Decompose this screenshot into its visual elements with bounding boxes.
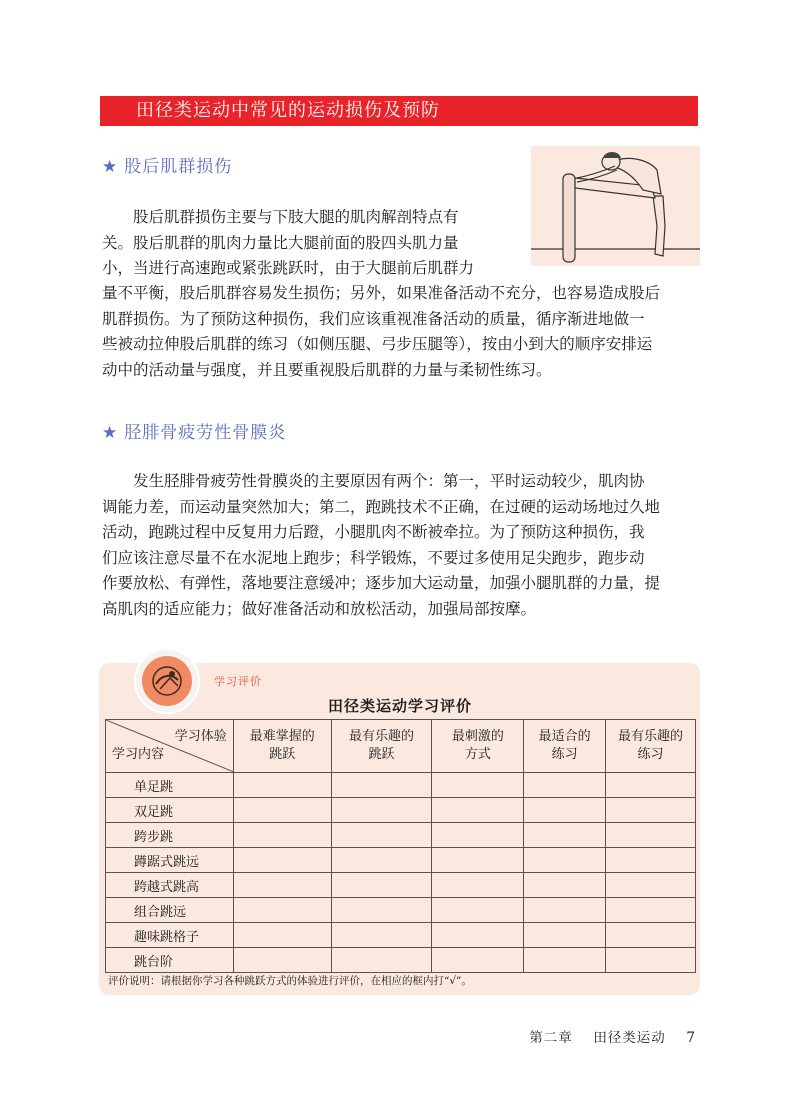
hamstring-line-4: 量不平衡，股后肌群容易发生损伤；另外，如果准备活动不充分，也容易造成股后 <box>102 284 661 302</box>
check-cell[interactable] <box>331 848 432 873</box>
check-cell[interactable] <box>606 798 696 823</box>
check-cell[interactable] <box>233 823 331 848</box>
check-cell[interactable] <box>233 798 331 823</box>
check-cell[interactable] <box>606 823 696 848</box>
check-cell[interactable] <box>432 848 524 873</box>
check-cell[interactable] <box>331 873 432 898</box>
check-cell[interactable] <box>331 773 432 798</box>
star-icon: ★ <box>102 423 119 443</box>
check-cell[interactable] <box>432 873 524 898</box>
column-header: 最适合的 练习 <box>524 720 606 773</box>
check-cell[interactable] <box>331 948 432 973</box>
footer-chapter-title: 田径类运动 <box>593 1030 666 1046</box>
hamstring-paragraph-cont <box>102 281 702 383</box>
evaluation-table-title: 田径类运动学习评价 <box>327 697 472 715</box>
page-number: 7 <box>686 1030 696 1046</box>
check-cell[interactable] <box>432 948 524 973</box>
column-header: 最有乐趣的 练习 <box>606 720 696 773</box>
check-cell[interactable] <box>524 898 606 923</box>
section-title-text: 股后肌群损伤 <box>124 157 233 177</box>
table-header-row <box>106 720 696 773</box>
hamstring-line-7: 动中的活动量与强度，并且要重视股后肌群的力量与柔韧性练习。 <box>102 360 552 379</box>
check-cell[interactable] <box>233 848 331 873</box>
evaluation-note: 评价说明：请根据你学习各种跳跃方式的体验进行评价，在相应的框内打“√”。 <box>108 975 472 987</box>
corner-top-label: 学习体验 <box>174 729 227 744</box>
check-cell[interactable] <box>606 898 696 923</box>
table-row: 跨越式跳高 <box>106 873 696 898</box>
hamstring-line-2: 关。股后肌群的肌肉力量比大腿前面的股四头肌力量 <box>102 233 459 252</box>
table-corner-header <box>106 720 234 773</box>
table-row: 跨步跳 <box>106 823 696 848</box>
hamstring-line-3: 小，当进行高速跑或紧张跳跃时，由于大腿前后肌群力 <box>102 259 475 277</box>
periostitis-line-6: 高肌肉的适应能力；做好准备活动和放松活动，加强局部按摩。 <box>102 599 537 618</box>
table-row: 蹲踞式跳远 <box>106 848 696 873</box>
check-cell[interactable] <box>432 923 524 948</box>
hamstring-paragraph-wrap <box>102 205 522 282</box>
section-banner <box>100 96 698 126</box>
column-header: 最有乐趣的 跳跃 <box>331 720 432 773</box>
periostitis-line-5: 作要放松、有弹性，落地要注意缓冲；逐步加大运动量，加强小腿肌群的力量，提 <box>102 574 661 592</box>
check-cell[interactable] <box>606 873 696 898</box>
check-cell[interactable] <box>606 948 696 973</box>
check-cell[interactable] <box>524 823 606 848</box>
check-cell[interactable] <box>331 923 432 948</box>
check-cell[interactable] <box>331 823 432 848</box>
check-cell[interactable] <box>606 923 696 948</box>
hamstring-line-1: 股后肌群损伤主要与下肢大腿的肌肉解剖特点有 <box>102 208 459 226</box>
check-cell[interactable] <box>331 898 432 923</box>
check-cell[interactable] <box>524 923 606 948</box>
table-row: 双足跳 <box>106 798 696 823</box>
check-cell[interactable] <box>606 773 696 798</box>
check-cell[interactable] <box>233 948 331 973</box>
banner-title: 田径类运动中常见的运动损伤及预防 <box>136 100 440 121</box>
page-footer <box>529 1026 696 1046</box>
evaluation-table <box>105 719 696 973</box>
periostitis-paragraph <box>102 469 702 622</box>
check-cell[interactable] <box>233 923 331 948</box>
section-title-hamstring <box>102 152 232 177</box>
stretching-figure-illustration <box>531 146 700 266</box>
section-title-text: 胫腓骨疲劳性骨膜炎 <box>124 423 287 443</box>
periostitis-line-3: 活动，跑跳过程中反复用力后蹬，小腿肌肉不断被牵拉。为了预防这种损伤，我 <box>102 523 645 541</box>
check-cell[interactable] <box>524 848 606 873</box>
periostitis-line-1: 发生胫腓骨疲劳性骨膜炎的主要原因有两个：第一，平时运动较少，肌肉协 <box>102 472 645 490</box>
column-header: 最刺激的 方式 <box>432 720 524 773</box>
check-cell[interactable] <box>432 823 524 848</box>
section-title-periostitis <box>102 418 286 443</box>
periostitis-line-2: 调能力差，而运动量突然加大；第二，跑跳技术不正确，在过硬的运动场地过久地 <box>102 497 661 516</box>
evaluation-badge-label: 学习评价 <box>214 675 262 688</box>
check-cell[interactable] <box>432 798 524 823</box>
check-cell[interactable] <box>524 873 606 898</box>
star-icon: ★ <box>102 157 119 177</box>
check-cell[interactable] <box>233 873 331 898</box>
table-row: 趣味跳格子 <box>106 923 696 948</box>
periostitis-line-4: 们应该注意尽量不在水泥地上跑步；科学锻炼，不要过多使用足尖跑步，跑步动 <box>102 548 645 567</box>
check-cell[interactable] <box>233 773 331 798</box>
check-cell[interactable] <box>432 773 524 798</box>
check-cell[interactable] <box>233 898 331 923</box>
table-row: 组合跳远 <box>106 898 696 923</box>
hamstring-line-6: 些被动拉伸股后肌群的练习（如侧压腿、弓步压腿等），按由小到大的顺序安排运 <box>102 335 653 353</box>
table-row: 单足跳 <box>106 773 696 798</box>
column-header: 最难掌握的 跳跃 <box>233 720 331 773</box>
check-cell[interactable] <box>524 948 606 973</box>
table-row: 跳台阶 <box>106 948 696 973</box>
footer-chapter: 第二章 <box>529 1030 573 1046</box>
check-cell[interactable] <box>606 848 696 873</box>
hamstring-line-5: 肌群损伤。为了预防这种损伤，我们应该重视准备活动的质量，循序渐进地做一 <box>102 309 645 328</box>
stretching-figure-svg <box>531 146 700 266</box>
check-cell[interactable] <box>432 898 524 923</box>
check-cell[interactable] <box>331 798 432 823</box>
corner-bottom-label: 学习内容 <box>112 747 165 762</box>
check-cell[interactable] <box>524 773 606 798</box>
check-cell[interactable] <box>524 798 606 823</box>
